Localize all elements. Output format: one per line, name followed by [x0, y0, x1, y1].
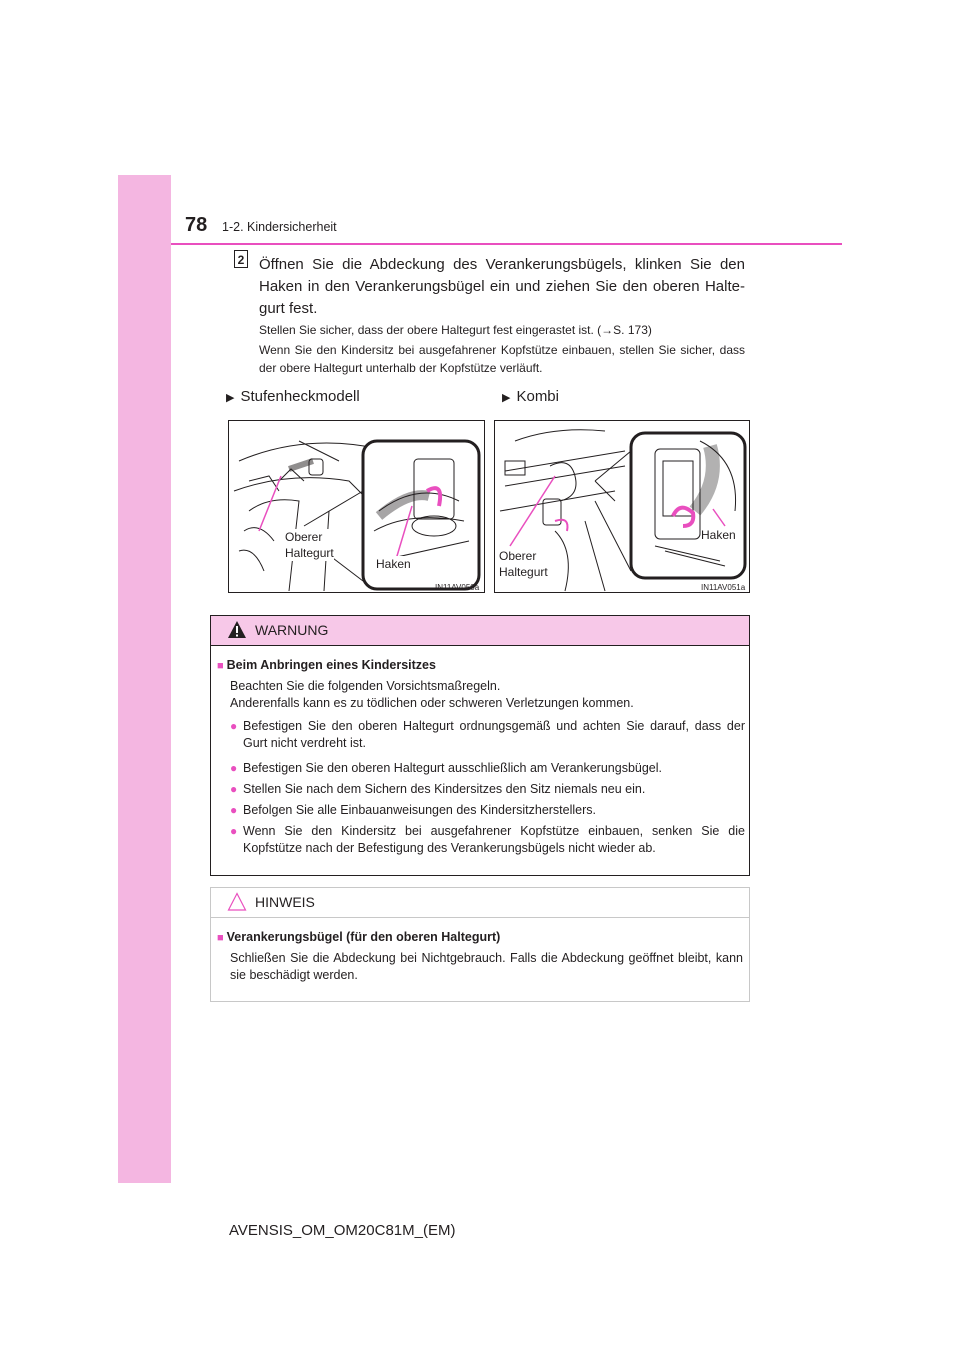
- circle-bullet-icon: ●: [230, 719, 238, 733]
- warning-intro-1: Beachten Sie die folgenden Vorsichtsmaßregeln.: [230, 679, 501, 693]
- caution-triangle-icon: [227, 892, 247, 912]
- figure-label-wagon: ▶ Kombi: [502, 388, 559, 405]
- warning-header: [211, 616, 749, 646]
- circle-bullet-icon: ●: [230, 782, 238, 796]
- note-header: [211, 888, 749, 918]
- warning-bullet: ● Stellen Sie nach dem Sichern des Kindersitzes den Sitz niemals neu ein.: [230, 782, 646, 796]
- warning-triangle-icon: [227, 620, 247, 640]
- note-title: HINWEIS: [255, 894, 315, 910]
- warning-box: [210, 615, 750, 876]
- figure-code: IN11AV051a: [701, 583, 746, 592]
- step-note-1: Stellen Sie sicher, dass der obere Haltegurt fest eingerastet ist. (→S. 173): [259, 323, 652, 337]
- warning-bullet: ● Befestigen Sie den oberen Haltegurt ausschließlich am Verankerungsbügel.: [230, 761, 663, 775]
- circle-bullet-icon: ●: [230, 761, 238, 775]
- warning-bullet: ● Wenn Sie den Kindersitz bei ausgefahrener Kopfstütze einbauen, senken Sie die Kopfstütze nach der Befestigung des Verankerungsbügels nicht wieder ab.: [230, 824, 745, 855]
- circle-bullet-icon: ●: [230, 803, 238, 817]
- side-color-strip: [118, 175, 171, 1183]
- warning-heading: ■ Beim Anbringen eines Kindersitzes: [217, 658, 436, 672]
- step-instruction: Öffnen Sie die Abdeckung des Verankerungsbügels, klinken Sie den Haken in den Verankerungsbügel ein und ziehen Sie den oberen Haltegurt fest.: [259, 256, 745, 317]
- callout-hook: Haken: [701, 528, 736, 542]
- arrow-right-icon: ▶: [502, 392, 511, 404]
- warning-title: WARNUNG: [255, 622, 329, 638]
- square-bullet-icon: ■: [217, 932, 224, 944]
- header-rule: [171, 243, 842, 245]
- footer-document-code: AVENSIS_OM_OM20C81M_(EM): [229, 1222, 456, 1239]
- callout-strap: Oberer Haltegurt: [499, 549, 548, 579]
- warning-intro-2: Anderenfalls kann es zu tödlichen oder schweren Verletzungen kommen.: [230, 696, 634, 710]
- warning-bullet: ● Befolgen Sie alle Einbauanweisungen des Kindersitzherstellers.: [230, 803, 596, 817]
- arrow-right-icon: ▶: [226, 392, 235, 404]
- page-number: 78: [185, 214, 208, 236]
- step-note-2: Wenn Sie den Kindersitz bei ausgefahrener Kopfstütze einbauen, stellen Sie sicher, dass der obere Haltegurt unterhalb der Kopfstütze verläuft.: [259, 343, 745, 375]
- illustration-wagon: [494, 420, 750, 593]
- circle-bullet-icon: ●: [230, 824, 238, 838]
- figure-label-sedan: ▶ Stufenheckmodell: [226, 388, 360, 405]
- square-bullet-icon: ■: [217, 660, 224, 672]
- callout-hook: Haken: [376, 557, 411, 571]
- note-box: [210, 887, 750, 1002]
- callout-strap: Oberer Haltegurt: [285, 530, 334, 560]
- note-heading: ■ Verankerungsbügel (für den oberen Haltegurt): [217, 930, 501, 944]
- note-text: Schließen Sie die Abdeckung bei Nichtgebrauch. Falls die Abdeckung geöffnet bleibt, kann sie beschädigt werden.: [230, 951, 743, 982]
- figure-code: IN11AV050a: [435, 583, 480, 592]
- section-title: 1-2. Kindersicherheit: [222, 220, 337, 234]
- illustration-sedan: [228, 420, 485, 593]
- warning-bullet: ● Befestigen Sie den oberen Haltegurt ordnungsgemäß und achten Sie darauf, dass der Gurt nicht verdreht ist.: [230, 719, 745, 750]
- step-number-badge: 2: [234, 250, 248, 268]
